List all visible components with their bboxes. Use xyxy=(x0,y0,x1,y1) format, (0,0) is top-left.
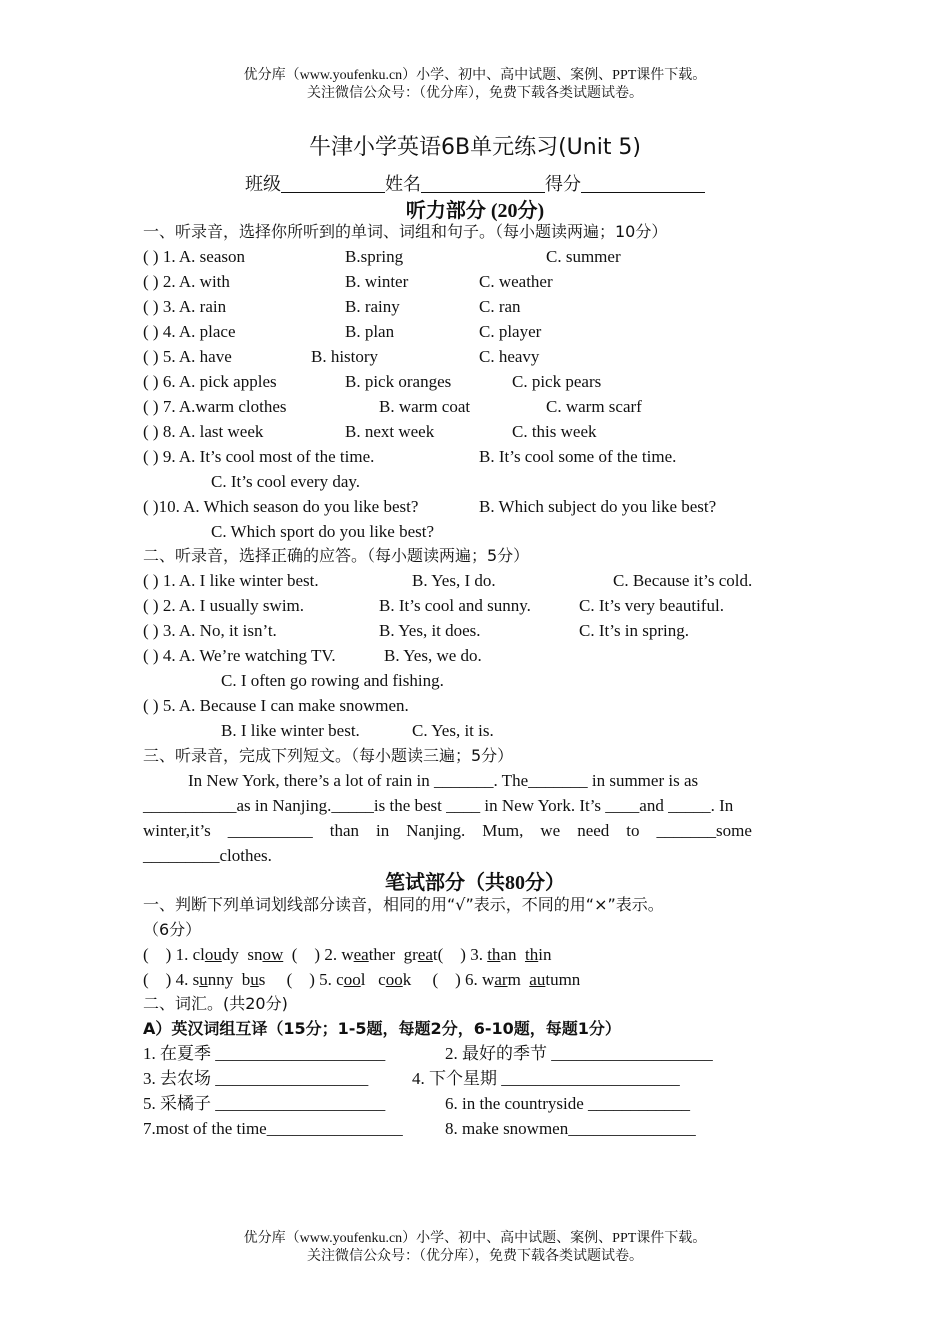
response-1: ( ) 1. A. I like winter best. xyxy=(143,571,319,590)
writing-part1-instruction: 一、判断下列单词划线部分读音，相同的用“√”表示，不同的用“×”表示。 xyxy=(143,895,664,914)
listening-heading: 听力部分 (20分) xyxy=(405,200,545,222)
option-c: C. warm scarf xyxy=(546,397,642,416)
response-2: ( ) 2. A. I usually swim. xyxy=(143,596,305,615)
option-b: B. Yes, we do. xyxy=(384,646,482,665)
option-c: C. It’s very beautiful. xyxy=(579,596,724,615)
underlined-letters: oo xyxy=(343,970,361,989)
vocab-item-3: 3. 去农场 __________________ xyxy=(143,1069,369,1088)
phonics-row-1 xyxy=(143,942,551,967)
option-b: B. Which subject do you like best? xyxy=(479,497,717,516)
phonics-item-3-prefix: ( ) 3. xyxy=(437,945,488,964)
phonics-item-1-prefix: ( ) 1. cl xyxy=(143,945,205,964)
list-item xyxy=(143,294,226,319)
phonics-text: nny b xyxy=(207,970,251,989)
score-label: 得分 xyxy=(545,174,581,194)
list-item xyxy=(143,568,319,593)
option-c: C. summer xyxy=(546,247,621,266)
passage-line-2: ___________as in Nanjing._____is the best ____ in New York. It’s ____and _____. In xyxy=(143,796,734,815)
option-b: B. plan xyxy=(345,322,395,341)
vocab-item-1: 1. 在夏季 ____________________ xyxy=(143,1044,386,1063)
passage-line-1: In New York, there’s a lot of rain in _______. The_______ in summer is as xyxy=(188,771,699,790)
page-title: 牛津小学英语6B单元练习(Unit 5) xyxy=(308,135,642,160)
listening-part2-instruction: 二、听录音，选择正确的应答。（每小题读两遍；5分） xyxy=(143,546,530,565)
phonics-item-6-prefix: ( ) 6. w xyxy=(432,970,495,989)
option-c: C. heavy xyxy=(479,347,540,366)
list-item xyxy=(143,319,236,344)
phonics-text: an xyxy=(500,945,525,964)
question-2: ( ) 2. A. with xyxy=(143,272,230,291)
question-5: ( ) 5. A. have xyxy=(143,347,232,366)
vocab-item-7: 7.most of the time________________ xyxy=(143,1119,403,1138)
vocab-item-8: 8. make snowmen_______________ xyxy=(445,1119,696,1138)
passage-line-4: _________clothes. xyxy=(143,846,272,865)
underlined-letters: ar xyxy=(494,970,508,989)
option-b: B. rainy xyxy=(345,297,400,316)
question-9: ( ) 9. A. It’s cool most of the time. xyxy=(143,447,375,466)
option-b: B. It’s cool and sunny. xyxy=(379,596,531,615)
phonics-item-4-prefix: ( ) 4. s xyxy=(143,970,200,989)
header-line-1: 优分库（www.youfenku.cn）小学、初中、高中试题、案例、PPT课件下载。 xyxy=(243,68,707,83)
list-item xyxy=(143,444,374,469)
vocab-item-2: 2. 最好的季节 ___________________ xyxy=(445,1044,713,1063)
underlined-letters: ow xyxy=(262,945,284,964)
list-item xyxy=(143,419,263,444)
vocab-item-4: 4. 下个星期 _____________________ xyxy=(412,1069,680,1088)
underlined-letters: th xyxy=(524,945,539,964)
phonics-text: l c xyxy=(360,970,386,989)
option-b: B. It’s cool some of the time. xyxy=(479,447,677,466)
response-3: ( ) 3. A. No, it isn’t. xyxy=(143,621,277,640)
option-b: B. Yes, I do. xyxy=(412,571,496,590)
phonics-item-5-prefix: ( ) 5. c xyxy=(286,970,344,989)
option-c: C. weather xyxy=(479,272,553,291)
score-blank xyxy=(581,174,705,193)
writing-part1-instruction-cont: （6分） xyxy=(143,920,202,939)
writing-heading: 笔试部分（共80分） xyxy=(385,872,565,894)
header-line-2: 关注微信公众号：（优分库），免费下载各类试题试卷。 xyxy=(307,86,643,101)
list-item xyxy=(143,494,418,519)
list-item xyxy=(143,244,245,269)
phonics-text: s xyxy=(258,970,266,989)
option-b: B. pick oranges xyxy=(345,372,452,391)
question-4: ( ) 4. A. place xyxy=(143,322,236,341)
question-3: ( ) 3. A. rain xyxy=(143,297,227,316)
underlined-letters: ea xyxy=(353,945,369,964)
response-5: ( ) 5. A. Because I can make snowmen. xyxy=(143,696,409,715)
option-b: B. I like winter best. xyxy=(221,721,360,740)
vocab-item-6: 6. in the countryside ____________ xyxy=(445,1094,691,1113)
underlined-letters: u xyxy=(199,970,208,989)
option-b: B. next week xyxy=(345,422,435,441)
question-6: ( ) 6. A. pick apples xyxy=(143,372,277,391)
option-c: C. player xyxy=(479,322,542,341)
vocab-item-5: 5. 采橘子 ____________________ xyxy=(143,1094,386,1113)
page-header xyxy=(0,67,950,103)
option-b: B. winter xyxy=(345,272,409,291)
option-c: C. It’s in spring. xyxy=(579,621,690,640)
question-8: ( ) 8. A. last week xyxy=(143,422,264,441)
option-c: C. pick pears xyxy=(512,372,602,391)
phonics-text: m xyxy=(507,970,530,989)
underlined-letters: u xyxy=(250,970,259,989)
list-item xyxy=(143,593,304,618)
phonics-text: t xyxy=(432,945,438,964)
list-item xyxy=(143,344,232,369)
phonics-text: dy sn xyxy=(221,945,263,964)
phonics-text: k xyxy=(402,970,412,989)
option-c: C. Because it’s cold. xyxy=(613,571,753,590)
list-item xyxy=(143,693,409,718)
option-c: C. It’s cool every day. xyxy=(211,472,361,491)
list-item xyxy=(143,643,336,668)
phonics-row-2 xyxy=(143,967,580,992)
option-b: B. history xyxy=(311,347,379,366)
option-c: C. Which sport do you like best? xyxy=(211,522,435,541)
option-c: C. this week xyxy=(512,422,597,441)
name-blank xyxy=(421,174,545,193)
question-1: ( ) 1. A. season xyxy=(143,247,245,266)
question-10: ( )10. A. Which season do you like best? xyxy=(143,497,419,516)
phonics-text: tumn xyxy=(545,970,581,989)
writing-part2-instruction: 二、词汇。(共20分) xyxy=(143,994,288,1013)
listening-part1-instruction: 一、听录音，选择你所听到的单词、词组和句子。（每小题读两遍；10分） xyxy=(143,222,668,241)
underlined-letters: ou xyxy=(204,945,222,964)
name-label: 姓名 xyxy=(385,174,421,194)
option-c: C. I often go rowing and fishing. xyxy=(221,671,444,690)
list-item xyxy=(143,369,277,394)
student-info-line xyxy=(0,170,950,196)
writing-part2-sub-a: A）英汉词组互译（15分；1-5题，每题2分，6-10题，每题1分） xyxy=(143,1019,621,1038)
underlined-letters: oo xyxy=(385,970,403,989)
option-b: B. Yes, it does. xyxy=(379,621,481,640)
phonics-text: in xyxy=(538,945,552,964)
footer-line-1: 优分库（www.youfenku.cn）小学、初中、高中试题、案例、PPT课件下载。 xyxy=(243,1231,707,1246)
underlined-letters: th xyxy=(487,945,501,964)
passage-line-3: winter,it’s __________ than in Nanjing. Mum, we need to _______some xyxy=(143,821,752,840)
class-label: 班级 xyxy=(245,174,281,194)
list-item xyxy=(143,618,277,643)
footer-line-2: 关注微信公众号：（优分库），免费下载各类试题试卷。 xyxy=(307,1249,643,1264)
response-4: ( ) 4. A. We’re watching TV. xyxy=(143,646,336,665)
phonics-text: ther gr xyxy=(368,945,418,964)
option-c: C. Yes, it is. xyxy=(412,721,494,740)
option-c: C. ran xyxy=(479,297,521,316)
underlined-letters: au xyxy=(529,970,546,989)
underlined-letters: ea xyxy=(417,945,433,964)
question-7: ( ) 7. A.warm clothes xyxy=(143,397,287,416)
phonics-item-2-prefix: ( ) 2. w xyxy=(291,945,354,964)
list-item xyxy=(143,394,287,419)
option-b: B.spring xyxy=(345,247,404,266)
list-item xyxy=(143,269,230,294)
class-blank xyxy=(281,174,385,193)
listening-part3-instruction: 三、听录音，完成下列短文。（每小题读三遍；5分） xyxy=(143,746,514,765)
page-footer xyxy=(0,1230,950,1266)
option-b: B. warm coat xyxy=(379,397,471,416)
